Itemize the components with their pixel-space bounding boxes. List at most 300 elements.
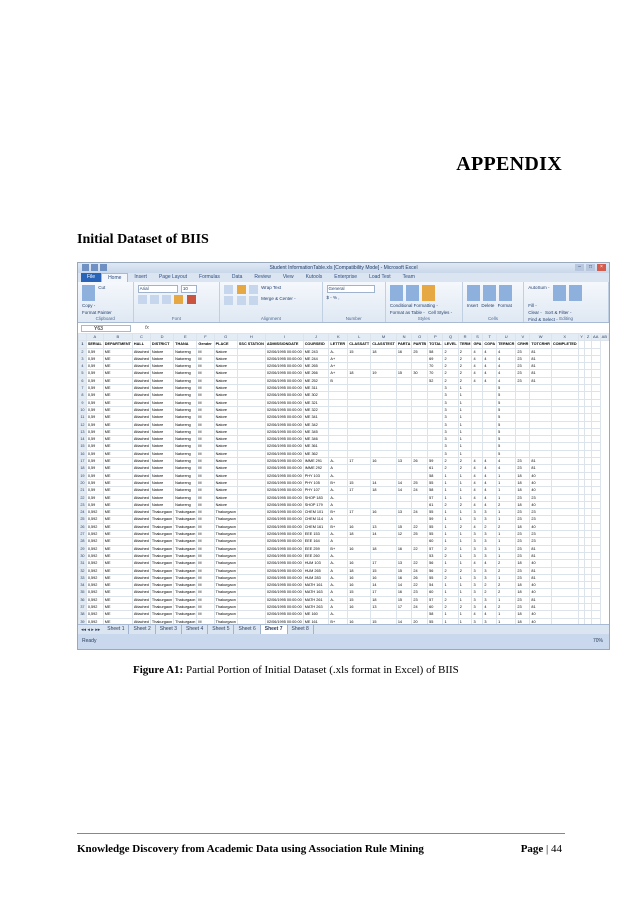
table-cell: 17 — [348, 509, 371, 516]
table-cell: 5 — [497, 450, 516, 457]
table-cell: 0,592 — [86, 567, 103, 574]
table-cell: 55 — [428, 618, 443, 624]
table-cell: 2 — [497, 523, 516, 530]
table-cell — [591, 611, 600, 618]
find-select-icon — [569, 285, 582, 301]
table-row — [79, 355, 609, 362]
table-cell — [591, 348, 600, 355]
table-cell — [578, 436, 585, 443]
table-cell: 4 — [472, 377, 483, 384]
table-cell: Natoreng — [174, 355, 197, 362]
table-cell: 1 — [497, 479, 516, 486]
table-row — [79, 450, 609, 457]
table-cell: Natore — [150, 399, 173, 406]
table-cell — [578, 414, 585, 421]
table-cell: 02/06/1995 00:00:00 — [266, 437, 302, 442]
table-cell: Attached — [133, 349, 149, 354]
table-cell — [371, 377, 397, 384]
table-cell — [412, 552, 428, 559]
cell-styles-label: Cell Styles - — [428, 310, 453, 315]
table-cell: Attached — [133, 553, 149, 558]
table-cell — [516, 414, 530, 421]
align-left-icon — [224, 296, 233, 305]
table-cell: N — [396, 334, 412, 341]
table-cell: 18 — [516, 523, 530, 530]
table-cell: 23 — [516, 370, 530, 377]
table-cell — [371, 552, 397, 559]
table-cell: 81 — [530, 348, 552, 355]
table-cell — [472, 385, 483, 392]
table-cell: 02/06/1995 00:00:00 — [266, 553, 302, 558]
excel-titlebar — [78, 263, 609, 273]
table-cell: 4 — [483, 348, 497, 355]
table-cell — [371, 399, 397, 406]
table-cell: 61 — [428, 501, 443, 508]
table-cell: 81 — [530, 603, 552, 610]
table-cell: 02/06/1995 00:00:00 — [266, 604, 302, 609]
table-cell: 2 — [483, 523, 497, 530]
table-cell: Natoreng — [174, 385, 197, 392]
table-cell: LETTER — [329, 341, 348, 348]
table-cell: M — [197, 355, 214, 362]
table-cell: 18 — [516, 589, 530, 596]
table-cell: 23 — [516, 509, 530, 516]
ribbon-tab: Home — [101, 273, 128, 282]
table-cell — [237, 406, 265, 413]
table-cell — [591, 516, 600, 523]
table-cell: M — [197, 399, 214, 406]
table-cell: 15 — [348, 348, 371, 355]
table-row — [79, 377, 609, 384]
table-cell: 0,59 — [86, 348, 103, 355]
table-cell: CRHR — [517, 342, 529, 347]
table-cell — [472, 443, 483, 450]
table-cell: 2 — [443, 355, 458, 362]
table-cell: 3 — [483, 574, 497, 581]
table-cell: 57 — [428, 596, 443, 603]
table-cell: V — [516, 334, 530, 341]
table-cell: 18 — [516, 618, 530, 624]
table-cell: CGPA — [484, 342, 496, 347]
table-cell — [516, 385, 530, 392]
table-cell: Thakurgaon — [215, 604, 236, 609]
table-cell: 36 — [80, 597, 85, 602]
table-cell: 5 — [497, 385, 516, 392]
table-cell: 1 — [443, 538, 458, 545]
table-cell: Natore — [214, 450, 237, 457]
table-cell — [472, 406, 483, 413]
table-cell: I — [265, 334, 303, 341]
table-cell: 23 — [516, 458, 530, 465]
table-cell: 4 — [483, 458, 497, 465]
table-cell: Natore — [150, 450, 173, 457]
table-cell: D — [150, 334, 173, 341]
table-cell — [348, 421, 371, 428]
column-header-row — [79, 334, 609, 341]
alignment-group-label: Alignment — [260, 316, 281, 321]
table-cell: 02/06/1995 00:00:00 — [266, 364, 302, 369]
table-cell: Thakurgaon — [215, 561, 236, 566]
table-cell: 3 — [443, 414, 458, 421]
table-cell: Thakurgaon — [175, 532, 196, 537]
table-cell — [591, 487, 600, 494]
table-cell: DISTRICT — [150, 341, 173, 348]
table-cell — [371, 385, 397, 392]
table-cell: 16 — [371, 509, 397, 516]
table-cell — [428, 450, 443, 457]
table-cell: ME — [103, 377, 132, 384]
table-cell — [591, 567, 600, 574]
table-cell — [348, 385, 371, 392]
table-cell: 17 — [80, 459, 85, 464]
table-cell: 24 — [412, 603, 428, 610]
table-row — [79, 523, 609, 530]
table-cell: A- — [329, 472, 348, 479]
table-cell — [396, 472, 412, 479]
table-cell: 2 — [458, 458, 472, 465]
copy-label: Copy - — [82, 303, 96, 308]
table-cell: TERM — [459, 342, 471, 347]
format-as-table-icon — [406, 285, 419, 301]
table-cell: 60 — [428, 589, 443, 596]
table-cell: Natore — [150, 458, 173, 465]
table-cell: 02/06/1995 00:00:00 — [266, 386, 302, 391]
figure-caption — [133, 664, 459, 676]
table-cell — [396, 392, 412, 399]
table-cell: 52 — [428, 377, 443, 384]
table-cell: M — [197, 348, 214, 355]
table-cell: Thakurgaon — [215, 553, 236, 558]
table-cell: 18 — [80, 466, 85, 471]
table-cell: ME — [103, 560, 132, 567]
table-cell — [551, 603, 578, 610]
table-cell: 1 — [497, 516, 516, 523]
table-cell: SHOP 183 — [303, 494, 329, 501]
table-cell: 02/06/1995 00:00:00 — [266, 371, 302, 376]
table-cell: 22 — [412, 560, 428, 567]
table-cell: 58 — [428, 611, 443, 618]
table-cell — [578, 465, 585, 472]
table-cell: 3 — [472, 538, 483, 545]
clipboard-group — [78, 282, 134, 322]
table-cell: 40 — [530, 611, 552, 618]
table-cell — [472, 414, 483, 421]
maximize-icon: □ — [586, 264, 595, 271]
table-cell: P — [428, 334, 443, 341]
table-cell — [428, 385, 443, 392]
table-cell: 81 — [530, 363, 552, 370]
table-cell — [591, 582, 600, 589]
table-cell — [551, 385, 578, 392]
table-cell: A- — [329, 582, 348, 589]
table-cell: ME — [103, 399, 132, 406]
table-cell — [578, 450, 585, 457]
page-title: APPENDIX — [456, 153, 562, 175]
table-cell: 3 — [79, 355, 87, 362]
ribbon — [78, 282, 609, 323]
table-cell: 15 — [371, 567, 397, 574]
clear-label: Clear - — [528, 310, 542, 315]
table-cell: 54 — [428, 582, 443, 589]
table-cell: Natoreng — [174, 428, 197, 435]
table-cell: 16 — [396, 545, 412, 552]
table-cell: 14 — [80, 437, 85, 442]
table-cell — [412, 355, 428, 362]
table-cell: 23 — [412, 596, 428, 603]
table-cell — [591, 443, 600, 450]
table-cell: Attached — [133, 561, 149, 566]
table-cell: Attached — [133, 473, 149, 478]
table-cell: 24 — [412, 567, 428, 574]
table-cell: Attached — [133, 517, 149, 522]
table-cell: 15 — [348, 596, 371, 603]
table-cell: 25 — [80, 517, 85, 522]
table-cell — [551, 501, 578, 508]
table-cell: 02/06/1995 00:00:00 — [266, 422, 302, 427]
table-cell — [396, 399, 412, 406]
table-cell: 02/06/1995 00:00:00 — [266, 488, 302, 493]
table-cell: 3 — [443, 443, 458, 450]
styles-group — [386, 282, 463, 322]
table-cell: O — [412, 334, 428, 341]
table-cell: Natoreng — [174, 458, 197, 465]
table-cell — [591, 363, 600, 370]
table-cell: Thakurgaon — [175, 561, 196, 566]
table-cell: M — [197, 443, 214, 450]
table-cell — [591, 399, 600, 406]
table-cell — [348, 377, 371, 384]
table-cell — [483, 406, 497, 413]
table-cell: 18 — [516, 560, 530, 567]
table-cell: 18 — [348, 370, 371, 377]
table-cell — [348, 363, 371, 370]
table-cell: 0,59 — [86, 370, 103, 377]
table-cell: Natore — [214, 443, 237, 450]
table-cell — [348, 472, 371, 479]
table-cell: TOTCRHR — [531, 342, 550, 347]
table-cell: 22 — [80, 495, 85, 500]
table-cell — [329, 392, 348, 399]
table-cell — [578, 509, 585, 516]
table-cell — [551, 611, 578, 618]
table-cell: A- — [329, 348, 348, 355]
table-cell: Natore — [214, 377, 237, 384]
table-cell — [237, 523, 265, 530]
table-cell — [412, 392, 428, 399]
table-cell: 38 — [80, 612, 85, 617]
table-cell — [412, 516, 428, 523]
table-cell — [578, 567, 585, 574]
table-cell — [551, 436, 578, 443]
table-cell: 1 — [458, 560, 472, 567]
table-cell: 4 — [472, 560, 483, 567]
table-cell — [578, 341, 585, 348]
ribbon-tab: Formulas — [199, 274, 220, 280]
table-cell — [412, 538, 428, 545]
table-cell: 81 — [530, 552, 552, 559]
table-cell: M — [197, 479, 214, 486]
table-cell — [412, 385, 428, 392]
table-cell: 1 — [497, 552, 516, 559]
table-cell: ME — [103, 428, 132, 435]
table-cell — [472, 392, 483, 399]
table-cell: ME — [103, 611, 132, 618]
table-cell: Attached — [133, 371, 149, 376]
table-cell — [237, 377, 265, 384]
table-cell: 0,59 — [86, 385, 103, 392]
table-cell: 0,59 — [86, 436, 103, 443]
ribbon-tab: Review — [254, 274, 271, 280]
table-cell: 15 — [371, 618, 397, 624]
table-cell: 1 — [443, 516, 458, 523]
table-cell: 4 — [483, 611, 497, 618]
table-cell: Thakurgaon — [175, 575, 196, 580]
table-cell: 1 — [497, 574, 516, 581]
merge-center-label: Merge & Center - — [261, 296, 296, 301]
table-cell: ME — [103, 370, 132, 377]
align-middle-icon — [237, 285, 246, 294]
table-cell: A- — [329, 531, 348, 538]
table-cell: 4 — [483, 494, 497, 501]
table-cell: 02/06/1995 00:00:00 — [266, 546, 302, 551]
table-cell — [79, 334, 87, 341]
table-cell: 40 — [530, 479, 552, 486]
table-cell — [578, 501, 585, 508]
table-cell: ME 345 — [303, 428, 329, 435]
table-cell — [329, 436, 348, 443]
number-group — [323, 282, 386, 322]
table-cell: Thakurgaon — [151, 517, 173, 522]
sheet-tab: Sheet 1 — [103, 625, 129, 634]
table-cell: B+ — [329, 509, 348, 516]
table-row — [79, 458, 609, 465]
table-cell — [329, 406, 348, 413]
table-cell — [412, 494, 428, 501]
table-cell: Thakurgaon — [151, 590, 173, 595]
table-cell: 4 — [472, 494, 483, 501]
table-cell: 16 — [396, 574, 412, 581]
table-cell: 02/06/1995 00:00:00 — [266, 349, 302, 354]
table-cell: L — [348, 334, 371, 341]
table-cell — [578, 582, 585, 589]
table-cell: 22 — [412, 523, 428, 530]
table-cell — [371, 450, 397, 457]
table-cell: Natoreng — [174, 363, 197, 370]
table-cell: 23 — [516, 574, 530, 581]
table-cell: 02/06/1995 00:00:00 — [266, 597, 302, 602]
table-cell: Thakurgaon — [175, 604, 196, 609]
table-cell: 15 — [80, 444, 85, 449]
table-cell: K — [329, 334, 348, 341]
table-cell: ME 341 — [303, 414, 329, 421]
table-cell: Thakurgaon — [175, 524, 196, 529]
table-cell: M — [197, 414, 214, 421]
table-cell: 02/06/1995 00:00:00 — [266, 532, 302, 537]
table-cell: 02/06/1995 00:00:00 — [266, 378, 302, 383]
table-cell: 5 — [497, 392, 516, 399]
table-cell — [591, 479, 600, 486]
table-cell — [591, 355, 600, 362]
table-cell: ME — [103, 618, 132, 624]
caption-text: Partial Portion of Initial Dataset (.xls format in Excel) of BIIS — [185, 664, 459, 676]
table-cell: M — [197, 421, 214, 428]
table-cell: 3 — [472, 603, 483, 610]
table-cell — [348, 538, 371, 545]
table-cell: 40 — [530, 472, 552, 479]
table-cell: 21 — [80, 488, 85, 493]
table-cell — [591, 385, 600, 392]
table-cell: 2 — [497, 501, 516, 508]
table-cell: 69 — [428, 355, 443, 362]
table-cell: 18 — [371, 545, 397, 552]
table-cell — [412, 465, 428, 472]
table-cell: 1 — [443, 611, 458, 618]
table-cell — [591, 501, 600, 508]
underline-icon — [162, 295, 171, 304]
table-cell: 81 — [530, 355, 552, 362]
table-cell: THANA — [174, 341, 197, 348]
table-cell: 1 — [458, 421, 472, 428]
table-cell: 17 — [396, 603, 412, 610]
table-row — [79, 406, 609, 413]
table-cell: 2 — [443, 567, 458, 574]
table-cell — [591, 377, 600, 384]
table-cell: 4 — [497, 363, 516, 370]
table-cell: PHY 105 — [303, 479, 329, 486]
table-cell: 60 — [428, 538, 443, 545]
table-cell — [396, 611, 412, 618]
table-cell: M — [197, 392, 214, 399]
table-cell — [591, 494, 600, 501]
table-cell: 0,592 — [86, 618, 103, 624]
table-cell: ME — [103, 603, 132, 610]
table-cell: 18 — [371, 348, 397, 355]
table-cell — [412, 450, 428, 457]
table-cell: COURSEID — [303, 341, 329, 348]
table-cell: 10 — [80, 407, 85, 412]
table-cell — [551, 348, 578, 355]
table-cell: 81 — [530, 567, 552, 574]
table-cell: 14 — [371, 582, 397, 589]
table-cell: HALL — [132, 341, 150, 348]
table-cell: T — [483, 334, 497, 341]
table-row — [79, 560, 609, 567]
table-row — [79, 516, 609, 523]
sheet-tab: Sheet 5 — [208, 625, 234, 634]
table-cell — [237, 509, 265, 516]
table-cell — [551, 589, 578, 596]
table-cell — [578, 589, 585, 596]
table-cell — [412, 501, 428, 508]
table-cell: Thakurgaon — [151, 524, 173, 529]
table-cell: 02/06/1995 00:00:00 — [266, 451, 302, 456]
table-cell: Attached — [133, 532, 149, 537]
table-cell: 1 — [458, 392, 472, 399]
table-cell: A- — [329, 487, 348, 494]
table-cell: Natoreng — [174, 472, 197, 479]
table-cell — [578, 560, 585, 567]
table-row — [79, 603, 609, 610]
table-cell — [483, 421, 497, 428]
number-symbols: $ - % , — [326, 295, 340, 300]
footer-title: Knowledge Discovery from Academic Data using Association Rule Mining — [77, 843, 424, 855]
table-cell: M — [197, 574, 214, 581]
table-cell: Attached — [133, 583, 149, 588]
table-cell — [396, 516, 412, 523]
table-cell: GPA — [473, 342, 482, 347]
table-cell: 1 — [458, 494, 472, 501]
table-cell: M — [197, 385, 214, 392]
